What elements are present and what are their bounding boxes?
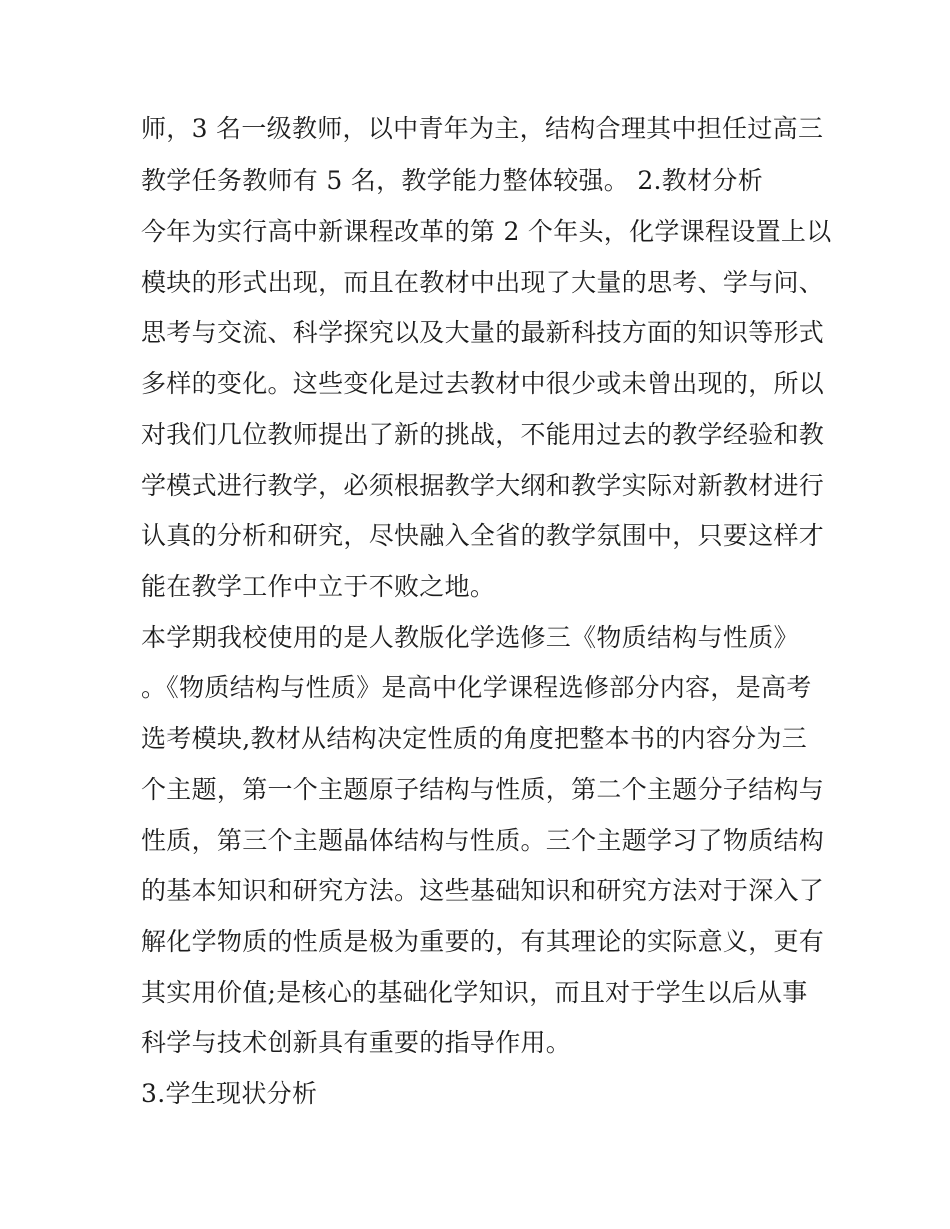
text-line: 今年为实行高中新课程改革的第 2 个年头，化学课程设置上以	[141, 217, 832, 246]
text-line: 其实用价值;是核心的基础化学知识，而且对于学生以后从事	[141, 978, 808, 1007]
text-line: 学模式进行教学，必须根据教学大纲和教学实际对新教材进行	[141, 471, 825, 500]
text-line: 本学期我校使用的是人教版化学选修三《物质结构与性质》	[141, 623, 799, 652]
text-line: 科学与技术创新具有重要的指导作用。	[141, 1028, 572, 1057]
text-line: 对我们几位教师提出了新的挑战，不能用过去的教学经验和教	[141, 420, 825, 449]
text-line: 解化学物质的性质是极为重要的，有其理论的实际意义，更有	[141, 927, 825, 956]
text-line: 性质，第三个主题晶体结构与性质。三个主题学习了物质结构	[141, 826, 825, 855]
text-line: 的基本知识和研究方法。这些基础知识和研究方法对于深入了	[141, 876, 825, 905]
text-line: 个主题，第一个主题原子结构与性质，第二个主题分子结构与	[141, 775, 825, 804]
text-line: 选考模块,教材从结构决定性质的角度把整本书的内容分为三	[141, 724, 808, 753]
text-line: 模块的形式出现，而且在教材中出现了大量的思考、学与问、	[141, 268, 825, 297]
text-line: 多样的变化。这些变化是过去教材中很少或未曾出现的，所以	[141, 369, 825, 398]
text-line: 教学任务教师有 5 名，教学能力整体较强。 2.教材分析	[141, 166, 764, 195]
text-line: 认真的分析和研究，尽快融入全省的教学氛围中，只要这样才	[141, 521, 825, 550]
section-heading: 3.学生现状分析	[141, 1079, 318, 1108]
text-line: 。《物质结构与性质》是高中化学课程选修部分内容，是高考	[141, 673, 812, 702]
text-line: 师，3 名一级教师，以中青年为主，结构合理其中担任过高三	[141, 114, 824, 143]
text-line: 能在教学工作中立于不败之地。	[141, 572, 496, 601]
text-line: 思考与交流、科学探究以及大量的最新科技方面的知识等形式	[141, 318, 825, 347]
